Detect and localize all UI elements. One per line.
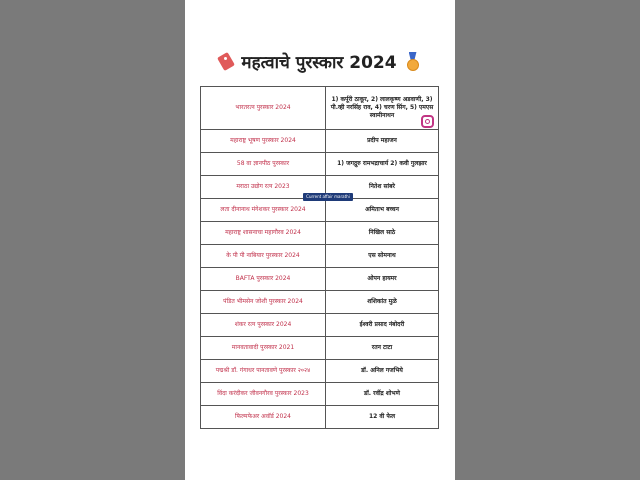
table-row bbox=[201, 291, 439, 314]
award-name: पद्मश्री डॉ. गंगाधर पानतावणे पुरस्कार २०२४ bbox=[201, 360, 326, 383]
instagram-icon[interactable] bbox=[421, 115, 434, 128]
award-winner: ईश्वरी प्रसाद नंबोदरी bbox=[326, 314, 439, 337]
award-name: मराठा उद्योग रत्न 2023 bbox=[201, 176, 326, 199]
page-title bbox=[185, 50, 455, 73]
table-row bbox=[201, 268, 439, 291]
award-name: विंदा करंदीकर जीवनगौरव पुरस्कार 2023 bbox=[201, 383, 326, 406]
award-winner: एस सोमनाथ bbox=[326, 245, 439, 268]
award-winner: शशिकांत मुळे bbox=[326, 291, 439, 314]
award-winner: डॉ. रवींद्र शोभणे bbox=[326, 383, 439, 406]
award-winner: 1) जगद्गुरु रामभद्राचार्य 2) कवी गुलझार bbox=[326, 153, 439, 176]
award-name: मानवतावादी पुरस्कार 2021 bbox=[201, 337, 326, 360]
award-name: महाराष्ट्र शासनाचा महागौरव 2024 bbox=[201, 222, 326, 245]
bookmark-tag-icon bbox=[219, 53, 233, 71]
award-winner: रतन टाटा bbox=[326, 337, 439, 360]
award-name: BAFTA पुरस्कार 2024 bbox=[201, 268, 326, 291]
table-row bbox=[201, 337, 439, 360]
watermark-badge: Current affair marathi bbox=[303, 193, 353, 201]
table-row bbox=[201, 314, 439, 337]
table-row bbox=[201, 153, 439, 176]
medal-icon bbox=[405, 52, 421, 72]
award-winner: 1) कर्पूरी ठाकूर, 2) लालकृष्ण अडवाणी, 3) पी.व्ही नरसिंह राव, 4) चरण सिंग, 5) एमएस स्वामीनाथन bbox=[326, 87, 439, 130]
award-winner: अमिताभ बच्चन bbox=[326, 199, 439, 222]
award-name: भारतरत्न पुरस्कार 2024 bbox=[201, 87, 326, 130]
award-name: पंडित भीमसेन जोशी पुरस्कार 2024 bbox=[201, 291, 326, 314]
table-row bbox=[201, 199, 439, 222]
table-row bbox=[201, 406, 439, 429]
table-row bbox=[201, 87, 439, 130]
award-name: फिल्मफेअर अवॉर्ड 2024 bbox=[201, 406, 326, 429]
award-winner: प्रदीप महाजन bbox=[326, 130, 439, 153]
table-row bbox=[201, 222, 439, 245]
award-name: शंकर रत्न पुरस्कार 2024 bbox=[201, 314, 326, 337]
content-card bbox=[185, 0, 455, 480]
title-text: महत्वाचे पुरस्कार 2024 bbox=[241, 53, 397, 73]
award-winner: ओपन हायमर bbox=[326, 268, 439, 291]
award-winner: निखिल साठे bbox=[326, 222, 439, 245]
award-name: के पी पी नाबियार पुरस्कार 2024 bbox=[201, 245, 326, 268]
award-name: महाराष्ट्र भूषण पुरस्कार 2024 bbox=[201, 130, 326, 153]
award-winner: 12 वी फेल bbox=[326, 406, 439, 429]
table-row bbox=[201, 360, 439, 383]
award-name: लता दीनानाथ मंगेशकर पुरस्कार 2024 bbox=[201, 199, 326, 222]
table-row bbox=[201, 130, 439, 153]
table-row bbox=[201, 245, 439, 268]
award-winner: नितेश सांबरे bbox=[326, 176, 439, 199]
table-row bbox=[201, 383, 439, 406]
award-name: 58 वा ज्ञानपीठ पुरस्कार bbox=[201, 153, 326, 176]
award-winner: डॉ. अनिल गजभिये bbox=[326, 360, 439, 383]
awards-table bbox=[200, 86, 439, 429]
